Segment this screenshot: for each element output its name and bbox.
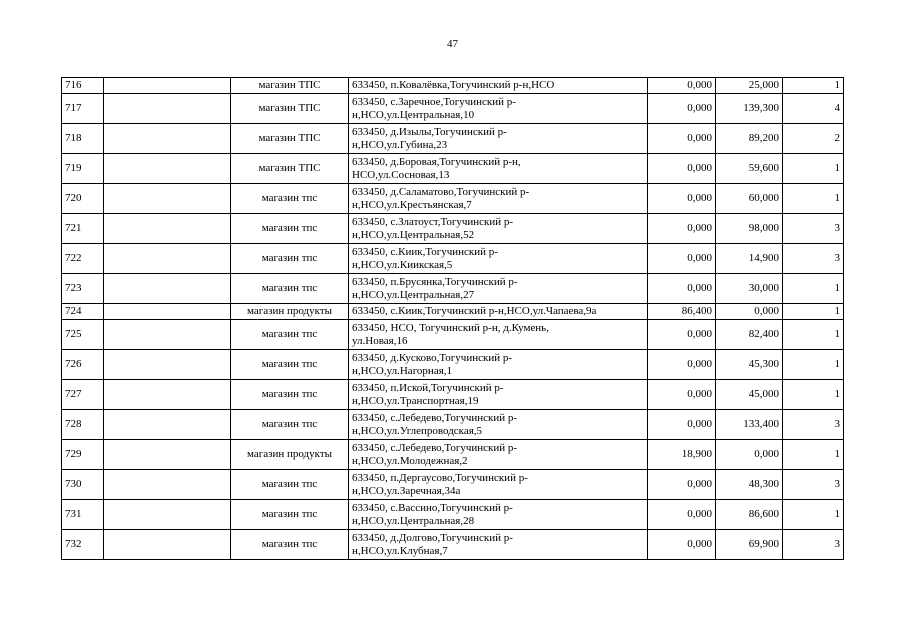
address-line: 633450, с.Киик,Тогучинский р-н,НСО,ул.Чапаева,9а: [352, 305, 597, 317]
table-row: [62, 124, 844, 154]
object-type: магазин ТПС: [231, 124, 349, 154]
count: 1: [783, 320, 844, 350]
row-number: 732: [62, 530, 104, 560]
object-type: магазин тпс: [231, 320, 349, 350]
value-2: 139,300: [716, 94, 783, 124]
blank-cell: [104, 94, 231, 124]
blank-cell: [104, 470, 231, 500]
count: 3: [783, 244, 844, 274]
blank-cell: [104, 274, 231, 304]
table-row: [62, 440, 844, 470]
value-2: 133,400: [716, 410, 783, 440]
value-2: 48,300: [716, 470, 783, 500]
value-2: 69,900: [716, 530, 783, 560]
row-number: 721: [62, 214, 104, 244]
count: 1: [783, 78, 844, 94]
blank-cell: [104, 440, 231, 470]
count: 2: [783, 124, 844, 154]
blank-cell: [104, 154, 231, 184]
value-1: 0,000: [648, 244, 716, 274]
address-line: н,НСО,ул.Губина,23: [352, 138, 448, 151]
object-type: магазин ТПС: [231, 154, 349, 184]
value-1: 0,000: [648, 530, 716, 560]
address-line: НСО,ул.Сосновая,13: [352, 168, 450, 181]
count: 1: [783, 184, 844, 214]
object-type: магазин тпс: [231, 530, 349, 560]
blank-cell: [104, 380, 231, 410]
row-number: 724: [62, 304, 104, 320]
address-line: 633450, п.Ковалёвка,Тогучинский р-н,НСО: [352, 79, 555, 91]
address-line: н,НСО,ул.Молодежная,2: [352, 454, 468, 467]
table-row: [62, 214, 844, 244]
address-line: 633450, д.Боровая,Тогучинский р-н,: [352, 155, 521, 168]
page-number: 47: [447, 38, 458, 50]
table-row: [62, 380, 844, 410]
count: 1: [783, 304, 844, 320]
address-line: н,НСО,ул.Киикская,5: [352, 258, 453, 271]
count: 3: [783, 470, 844, 500]
value-2: 45,300: [716, 350, 783, 380]
blank-cell: [104, 124, 231, 154]
count: 1: [783, 500, 844, 530]
value-2: 86,600: [716, 500, 783, 530]
value-1: 0,000: [648, 274, 716, 304]
blank-cell: [104, 410, 231, 440]
count: 3: [783, 410, 844, 440]
object-type: магазин тпс: [231, 500, 349, 530]
table-row: [62, 94, 844, 124]
address: [349, 244, 648, 274]
value-1: 0,000: [648, 94, 716, 124]
row-number: 723: [62, 274, 104, 304]
blank-cell: [104, 320, 231, 350]
object-type: магазин тпс: [231, 274, 349, 304]
value-1: 18,900: [648, 440, 716, 470]
table-row: [62, 500, 844, 530]
value-1: 0,000: [648, 124, 716, 154]
row-number: 726: [62, 350, 104, 380]
count: 1: [783, 274, 844, 304]
table-row: [62, 154, 844, 184]
count: 1: [783, 154, 844, 184]
value-2: 60,000: [716, 184, 783, 214]
address: [349, 154, 648, 184]
address: [349, 410, 648, 440]
table-row: [62, 470, 844, 500]
address: [349, 184, 648, 214]
address-line: ул.Новая,16: [352, 334, 408, 347]
blank-cell: [104, 78, 231, 94]
address-line: н,НСО,ул.Клубная,7: [352, 544, 448, 557]
row-number: 718: [62, 124, 104, 154]
blank-cell: [104, 304, 231, 320]
object-type: магазин тпс: [231, 380, 349, 410]
object-type: магазин продукты: [231, 304, 349, 320]
table-row: [62, 304, 844, 320]
count: 4: [783, 94, 844, 124]
object-type: магазин тпс: [231, 350, 349, 380]
address-line: н,НСО,ул.Центральная,28: [352, 514, 475, 527]
row-number: 729: [62, 440, 104, 470]
value-2: 0,000: [716, 304, 783, 320]
address-line: 633450, д.Долгово,Тогучинский р-: [352, 531, 513, 544]
address: [349, 500, 648, 530]
table-body: [62, 78, 844, 560]
address-line: н,НСО,ул.Крестьянская,7: [352, 198, 472, 211]
table-row: [62, 350, 844, 380]
object-type: магазин ТПС: [231, 94, 349, 124]
row-number: 717: [62, 94, 104, 124]
value-2: 82,400: [716, 320, 783, 350]
count: 1: [783, 440, 844, 470]
row-number: 725: [62, 320, 104, 350]
address-line: 633450, НСО, Тогучинский р-н, д.Кумень,: [352, 321, 549, 334]
row-number: 719: [62, 154, 104, 184]
object-type: магазин тпс: [231, 470, 349, 500]
blank-cell: [104, 184, 231, 214]
address-line: 633450, д.Кусково,Тогучинский р-: [352, 351, 513, 364]
blank-cell: [104, 244, 231, 274]
address-line: н,НСО,ул.Центральная,52: [352, 228, 475, 241]
blank-cell: [104, 500, 231, 530]
address-line: 633450, с.Вассино,Тогучинский р-: [352, 501, 513, 514]
row-number: 730: [62, 470, 104, 500]
value-2: 89,200: [716, 124, 783, 154]
value-2: 59,600: [716, 154, 783, 184]
address-line: 633450, п.Брусянка,Тогучинский р-: [352, 275, 518, 288]
table-row: [62, 78, 844, 94]
value-1: 0,000: [648, 214, 716, 244]
address: [349, 320, 648, 350]
row-number: 716: [62, 78, 104, 94]
value-1: 0,000: [648, 380, 716, 410]
registry-table: [61, 77, 844, 560]
table-row: [62, 530, 844, 560]
address: [349, 440, 648, 470]
address: [349, 470, 648, 500]
address-line: н,НСО,ул.Транспортная,19: [352, 394, 479, 407]
address: [349, 380, 648, 410]
value-1: 0,000: [648, 350, 716, 380]
value-2: 25,000: [716, 78, 783, 94]
address-line: 633450, с.Лебедево,Тогучинский р-: [352, 441, 518, 454]
address: [349, 214, 648, 244]
address-line: н,НСО,ул.Центральная,10: [352, 108, 475, 121]
value-1: 86,400: [648, 304, 716, 320]
value-1: 0,000: [648, 410, 716, 440]
blank-cell: [104, 350, 231, 380]
address: [349, 304, 648, 320]
table-row: [62, 274, 844, 304]
address-line: 633450, п.Дергаусово,Тогучинский р-: [352, 471, 528, 484]
value-1: 0,000: [648, 154, 716, 184]
address-line: 633450, с.Заречное,Тогучинский р-: [352, 95, 516, 108]
address-line: 633450, с.Киик,Тогучинский р-: [352, 245, 498, 258]
blank-cell: [104, 214, 231, 244]
value-2: 30,000: [716, 274, 783, 304]
value-1: 0,000: [648, 184, 716, 214]
value-1: 0,000: [648, 320, 716, 350]
table-row: [62, 320, 844, 350]
object-type: магазин тпс: [231, 410, 349, 440]
address-line: 633450, с.Лебедево,Тогучинский р-: [352, 411, 518, 424]
count: 3: [783, 214, 844, 244]
address: [349, 530, 648, 560]
object-type: магазин тпс: [231, 184, 349, 214]
count: 1: [783, 350, 844, 380]
row-number: 722: [62, 244, 104, 274]
address: [349, 350, 648, 380]
value-2: 0,000: [716, 440, 783, 470]
value-1: 0,000: [648, 78, 716, 94]
value-2: 98,000: [716, 214, 783, 244]
count: 3: [783, 530, 844, 560]
object-type: магазин тпс: [231, 214, 349, 244]
address-line: н,НСО,ул.Заречная,34а: [352, 484, 461, 497]
address-line: н,НСО,ул.Центральная,27: [352, 288, 475, 301]
address: [349, 94, 648, 124]
value-1: 0,000: [648, 470, 716, 500]
object-type: магазин продукты: [231, 440, 349, 470]
object-type: магазин тпс: [231, 244, 349, 274]
address: [349, 124, 648, 154]
address: [349, 78, 648, 94]
table-row: [62, 410, 844, 440]
address-line: 633450, п.Иской,Тогучинский р-: [352, 381, 504, 394]
value-2: 14,900: [716, 244, 783, 274]
value-2: 45,000: [716, 380, 783, 410]
address: [349, 274, 648, 304]
row-number: 731: [62, 500, 104, 530]
row-number: 728: [62, 410, 104, 440]
table-row: [62, 184, 844, 214]
address-line: н,НСО,ул.Углепроводская,5: [352, 424, 483, 437]
address-line: 633450, с.Златоуст,Тогучинский р-: [352, 215, 514, 228]
value-1: 0,000: [648, 500, 716, 530]
address-line: 633450, д.Изылы,Тогучинский р-: [352, 125, 507, 138]
address-line: н,НСО,ул.Нагорная,1: [352, 364, 453, 377]
table-row: [62, 244, 844, 274]
count: 1: [783, 380, 844, 410]
object-type: магазин ТПС: [231, 78, 349, 94]
address-line: 633450, д.Саламатово,Тогучинский р-: [352, 185, 530, 198]
blank-cell: [104, 530, 231, 560]
row-number: 720: [62, 184, 104, 214]
row-number: 727: [62, 380, 104, 410]
